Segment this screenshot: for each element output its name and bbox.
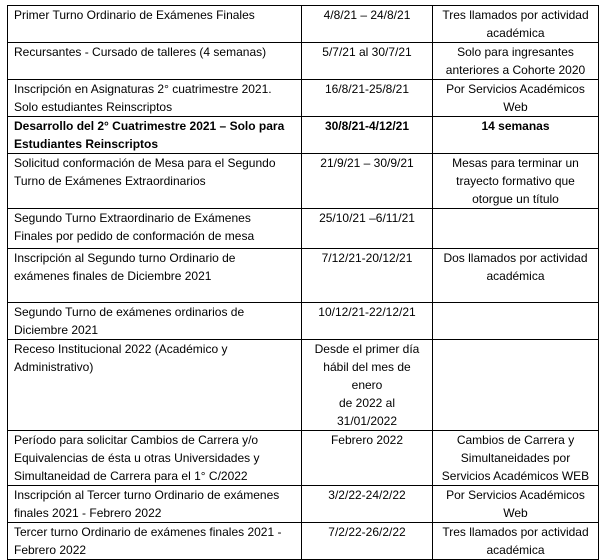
notes-cell [433,431,599,486]
activity-cell [8,80,302,117]
table-row [8,43,599,80]
activity-cell-line: Período para solicitar Cambios de Carrera y/o [14,433,259,447]
activity-cell-line: Febrero 2022 [14,543,87,557]
date-cell-line: hábil del mes de enero [323,360,411,392]
activity-cell-line: Administrativo) [14,360,94,374]
date-cell [302,340,433,431]
date-cell-line: 5/7/21 al 30/7/21 [322,45,412,59]
date-cell-line: 30/8/21-4/12/21 [324,119,410,133]
date-cell-line: 10/12/21-22/12/21 [318,305,416,319]
notes-cell [433,523,599,560]
date-cell [302,6,433,43]
activity-cell-line: Solo estudiantes Reinscriptos [14,100,173,114]
activity-cell-line: Recursantes - Cursado de talleres (4 semanas) [14,45,267,59]
activity-cell [8,431,302,486]
table-row [8,431,599,486]
table-row [8,80,599,117]
notes-cell [433,43,599,80]
activity-cell-line: Diciembre 2021 [14,323,99,337]
notes-cell [433,486,599,523]
date-cell [302,80,433,117]
notes-cell-line: Mesas para terminar un [452,156,579,170]
date-cell [302,209,433,249]
activity-cell-line: Segundo Turno de exámenes ordinarios de [14,305,245,319]
table-row [8,209,599,249]
notes-cell [433,303,599,340]
activity-cell [8,303,302,340]
date-cell-line: Febrero 2022 [330,433,404,447]
notes-cell-line: Tres llamados por actividad [442,525,589,539]
activity-cell-line: Simultaneidad de Carrera para el 1° C/2022 [14,469,248,483]
activity-cell [8,117,302,154]
date-cell-line: de 2022 al 31/01/2022 [336,396,398,428]
notes-cell [433,6,599,43]
date-cell [302,43,433,80]
table-row [8,523,599,560]
table-row [8,154,599,209]
activity-cell-line: finales 2021 - Febrero 2022 [14,506,162,520]
activity-cell [8,6,302,43]
notes-cell [433,117,599,154]
notes-cell-line: Servicios Académicos WEB [441,469,590,483]
notes-cell-line: académica [486,269,545,283]
activity-cell [8,340,302,431]
activity-cell-line: Inscripción al Tercer turno Ordinario de exámenes [14,488,280,502]
activity-cell-line: Equivalencias de ésta u otras Universidades y [14,451,260,465]
table-row [8,486,599,523]
date-cell-line: 16/8/21-25/8/21 [324,82,410,96]
table-row [8,303,599,340]
activity-cell-line: Receso Institucional 2022 (Académico y [14,342,228,356]
activity-cell-line: Estudiantes Reinscriptos [14,137,159,151]
activity-cell-line: Inscripción al Segundo turno Ordinario de [14,251,236,265]
notes-cell-line: otorgue un título [472,192,559,206]
notes-cell-line: Solo para ingresantes [457,45,574,59]
date-cell-line: 25/10/21 –6/11/21 [319,211,415,225]
date-cell [302,154,433,209]
notes-cell-line: Tres llamados por actividad [442,8,589,22]
table-row [8,6,599,43]
activity-cell-line: Inscripción en Asignaturas 2° cuatrimestre 2021. [14,82,272,96]
date-cell [302,117,433,154]
activity-cell [8,43,302,80]
academic-calendar-table [7,5,599,560]
notes-cell-line: académica [486,26,545,40]
notes-cell [433,340,599,431]
date-cell-line: Desde el primer día [314,342,420,356]
notes-cell-line: trayecto formativo que [456,174,575,188]
activity-cell [8,523,302,560]
notes-cell-line: Simultaneidades por [460,451,571,465]
date-cell-line: 3/2/22-24/2/22 [328,488,406,502]
activity-cell [8,249,302,303]
activity-cell [8,209,302,249]
table-row [8,249,599,303]
notes-cell-line: académica [486,543,545,557]
notes-cell-line: Por Servicios Académicos [446,82,585,96]
activity-cell [8,486,302,523]
notes-cell-line: Web [503,100,528,114]
date-cell [302,523,433,560]
notes-cell [433,209,599,249]
table-row [8,340,599,431]
date-cell-line: 4/8/21 – 24/8/21 [323,8,411,22]
notes-cell-line: Cambios de Carrera y [456,433,575,447]
date-cell [302,486,433,523]
date-cell [302,249,433,303]
activity-cell-line: Turno de Exámenes Extraordinarios [14,174,206,188]
activity-cell-line: Tercer turno Ordinario de exámenes finales 2021 - [14,525,282,539]
date-cell-line: 7/12/21-20/12/21 [321,251,413,265]
notes-cell-line: 14 semanas [481,119,550,133]
table-body [8,6,599,560]
notes-cell-line: Dos llamados por actividad [443,251,588,265]
activity-cell-line: Desarrollo del 2° Cuatrimestre 2021 – Solo para [14,119,285,133]
date-cell [302,303,433,340]
table-row [8,117,599,154]
date-cell-line: 21/9/21 – 30/9/21 [320,156,414,170]
activity-cell-line: Solicitud conformación de Mesa para el Segundo [14,156,276,170]
notes-cell [433,80,599,117]
activity-cell-line: Segundo Turno Extraordinario de Exámenes [14,211,251,225]
date-cell [302,431,433,486]
notes-cell-line: Por Servicios Académicos [446,488,585,502]
activity-cell-line: exámenes finales de Diciembre 2021 [14,269,212,283]
notes-cell-line: anteriores a Cohorte 2020 [445,63,586,77]
date-cell-line: 7/2/22-26/2/22 [328,525,406,539]
notes-cell-line: Web [503,506,528,520]
activity-cell-line: Primer Turno Ordinario de Exámenes Finales [14,8,255,22]
activity-cell-line: Finales por pedido de conformación de mesa [14,229,255,243]
notes-cell [433,249,599,303]
notes-cell [433,154,599,209]
activity-cell [8,154,302,209]
